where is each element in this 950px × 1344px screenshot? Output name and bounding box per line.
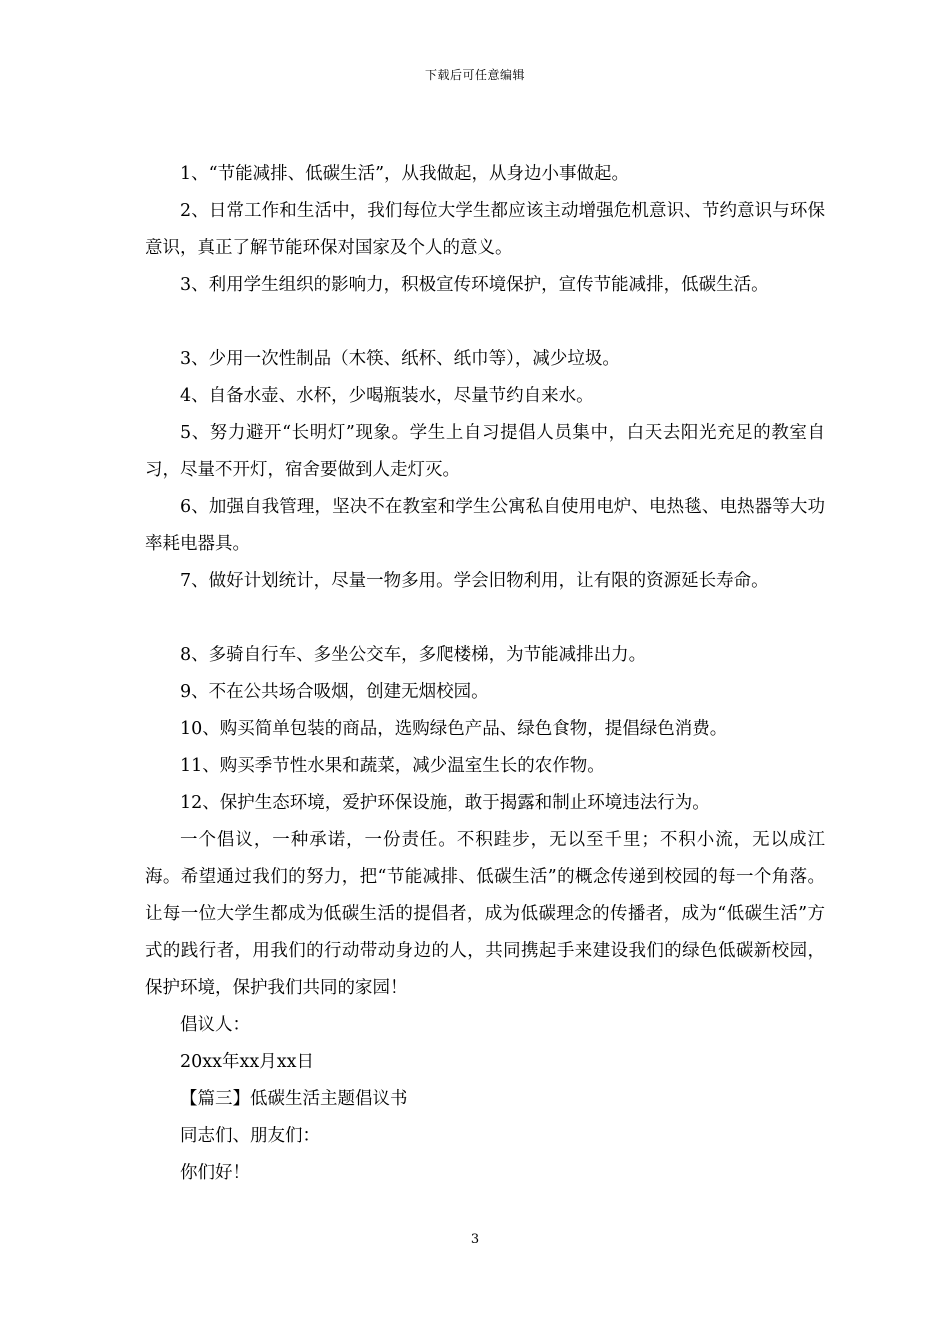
paragraph: 1、“节能减排、低碳生活”，从我做起，从身边小事做起。: [180, 164, 630, 184]
paragraph: 5、努力避开“长明灯”现象。学生上自习提倡人员集中，白天去阳光充足的教室自习，尽量不开灯，宿舍要做到人走灯灭。: [145, 423, 825, 480]
signature-label: 倡议人：: [180, 1015, 250, 1035]
document-body: [145, 156, 825, 1192]
paragraph: 8、多骑自行车、多坐公交车，多爬楼梯，为节能减排出力。: [180, 645, 647, 665]
blank-line: [145, 304, 825, 341]
date-line: 20xx年xx月xx日: [180, 1052, 314, 1072]
salutation: 同志们、朋友们：: [180, 1126, 320, 1146]
page-header: 下载后可任意编辑: [424, 68, 525, 82]
paragraph: 7、做好计划统计，尽量一物多用。学会旧物利用，让有限的资源延长寿命。: [180, 571, 769, 591]
paragraph: 一个倡议，一种承诺，一份责任。不积跬步，无以至千里；不积小流，无以成江海。希望通过我们的努力，把“节能减排、低碳生活”的概念传递到校园的每一个角落。让每一位大学生都成为低碳生活的提倡者，成为低碳理念的传播者，成为“低碳生活”方式的践行者，用我们的行动带动身边的人，共同携起手来建设我们的绿色低碳新校园，保护环境，保护我们共同的家园！: [145, 830, 825, 998]
section-title: 【篇三】低碳生活主题倡议书: [180, 1089, 408, 1109]
paragraph: 2、日常工作和生活中，我们每位大学生都应该主动增强危机意识、节约意识与环保意识，真正了解节能环保对国家及个人的意义。: [145, 201, 825, 258]
blank-line: [145, 600, 825, 637]
greeting: 你们好！: [180, 1163, 250, 1183]
paragraph: 9、不在公共场合吸烟，创建无烟校园。: [180, 682, 489, 702]
paragraph: 4、自备水壶、水杯，少喝瓶装水，尽量节约自来水。: [180, 386, 594, 406]
paragraph: 3、少用一次性制品（木筷、纸杯、纸巾等），减少垃圾。: [180, 349, 620, 369]
page-number: 3: [470, 1232, 480, 1247]
paragraph: 3、利用学生组织的影响力，积极宣传环境保护，宣传节能减排，低碳生活。: [180, 275, 769, 295]
paragraph: 6、加强自我管理，坚决不在教室和学生公寓私自使用电炉、电热毯、电热器等大功率耗电器具。: [145, 497, 825, 554]
paragraph: 12、保护生态环境，爱护环保设施，敢于揭露和制止环境违法行为。: [180, 793, 710, 813]
paragraph: 11、购买季节性水果和蔬菜，减少温室生长的农作物。: [180, 756, 605, 776]
paragraph: 10、购买简单包装的商品，选购绿色产品、绿色食物，提倡绿色消费。: [180, 719, 728, 739]
